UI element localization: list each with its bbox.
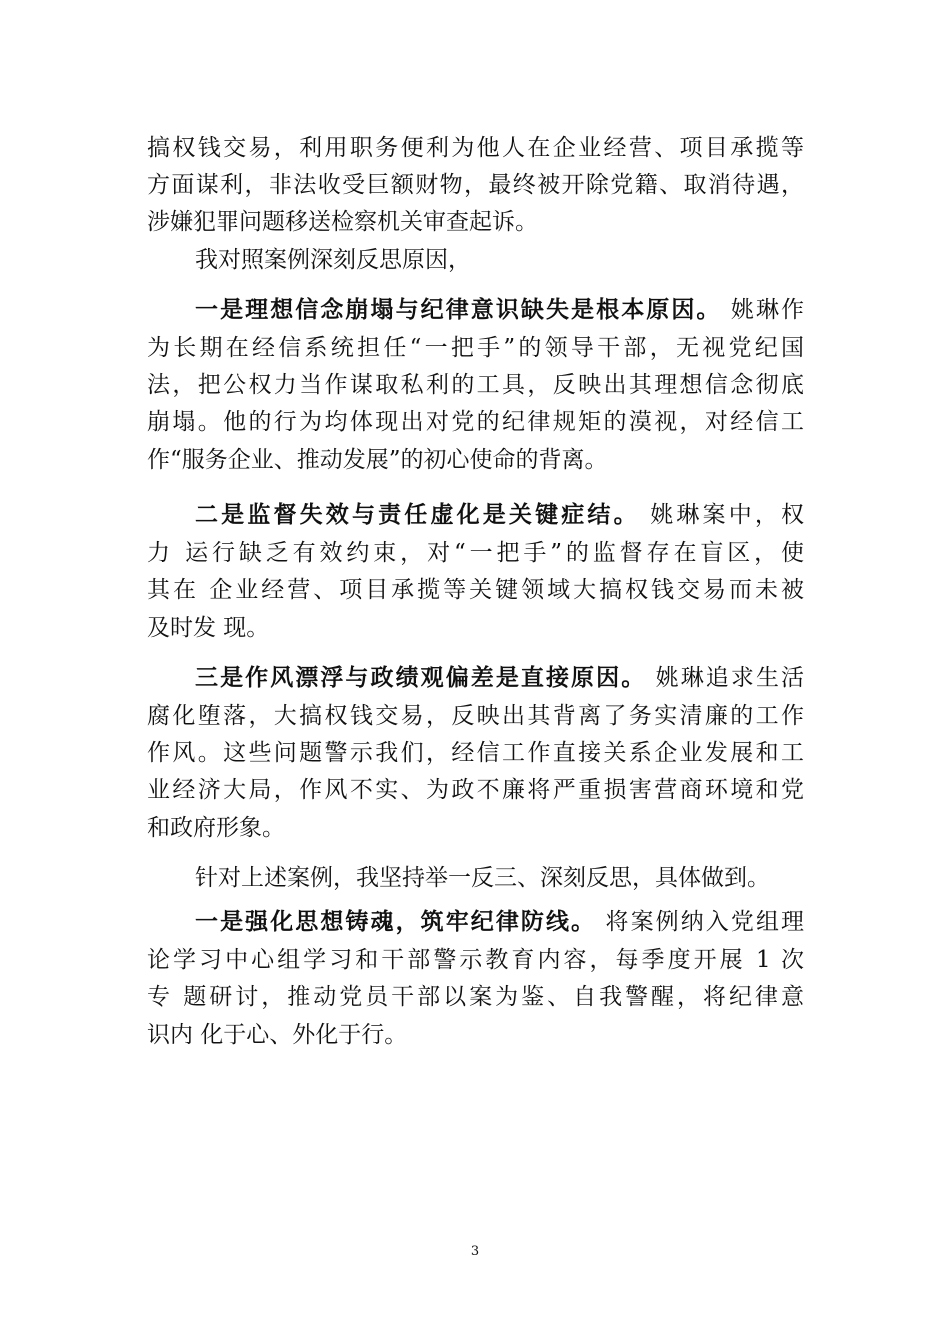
page-number: 3 [470,1244,480,1259]
text-line [147,133,804,163]
text-line [147,170,804,200]
line-text: 崩塌。他的行为均体现出对党的纪律规矩的漠视，对经信工 [147,409,804,435]
text-line [147,207,804,237]
line-text: 其在 企业经营、项目承揽等关键领域大搞权钱交易而未被 [147,577,804,603]
line-text: 我对照案例深刻反思原因， [195,247,471,273]
text-line [147,945,804,975]
line-text: 及时发 现。 [147,615,270,641]
text-line [195,295,804,325]
text-line [195,245,804,275]
text-line [147,982,804,1012]
line-text: 针对上述案例，我坚持举一反三、深刻反思，具体做到。 [195,865,770,891]
line-text: 论学习中心组学习和干部警示教育内容，每季度开展 1 次 [147,947,804,973]
text-line [147,1020,804,1050]
line-text: 为长期在经信系统担任“一把手”的领导干部，无视党纪国 [147,335,804,361]
line-text: 姚琳案中，权 [650,502,805,528]
bold-heading: 二是监督失效与责任虚化是关键症结。 [195,501,640,528]
line-text: 作“服务企业、推动发展”的初心使命的背离。 [147,447,608,473]
text-line [147,333,804,363]
text-line [195,663,804,693]
bold-heading: 一是理想信念崩塌与纪律意识缺失是根本原因。 [195,296,722,323]
line-text: 将案例纳入党组理 [605,909,805,935]
line-text: 腐化堕落，大搞权钱交易，反映出其背离了务实清廉的工作 [147,703,804,729]
line-text: 搞权钱交易，利用职务便利为他人在企业经营、项目承揽等 [147,135,804,161]
line-text: 业经济大局，作风不实、为政不廉将严重损害营商环境和党 [147,777,804,803]
line-text: 识内 化于心、外化于行。 [147,1022,408,1048]
text-line [147,407,804,437]
line-text: 专 题研讨，推动党员干部以案为鉴、自我警醒，将纪律意 [147,984,804,1010]
text-line [147,445,804,475]
text-line [147,613,804,643]
text-line [147,813,804,843]
text-line [147,538,804,568]
line-text: 姚琳作 [730,297,805,323]
line-text: 方面谋利，非法收受巨额财物，最终被开除党籍、取消待遇， [147,172,804,198]
line-text: 法，把公权力当作谋取私利的工具，反映出其理想信念彻底 [147,372,804,398]
line-text: 和政府形象。 [147,815,285,841]
text-line [195,863,804,893]
line-text: 力 运行缺乏有效约束，对“一把手”的监督存在盲区，使 [147,540,804,566]
text-line [147,701,804,731]
text-line [195,500,804,530]
bold-heading: 三是作风漂浮与政绩观偏差是直接原因。 [195,664,647,691]
text-line [147,370,804,400]
line-text: 姚琳追求生活 [655,665,805,691]
text-line [147,775,804,805]
text-line [195,907,804,937]
text-line [147,738,804,768]
line-text: 作风。这些问题警示我们，经信工作直接关系企业发展和工 [147,740,804,766]
bold-heading: 一是强化思想铸魂，筑牢纪律防线。 [195,908,597,935]
line-text: 涉嫌犯罪问题移送检察机关审查起诉。 [147,209,538,235]
text-line [147,575,804,605]
